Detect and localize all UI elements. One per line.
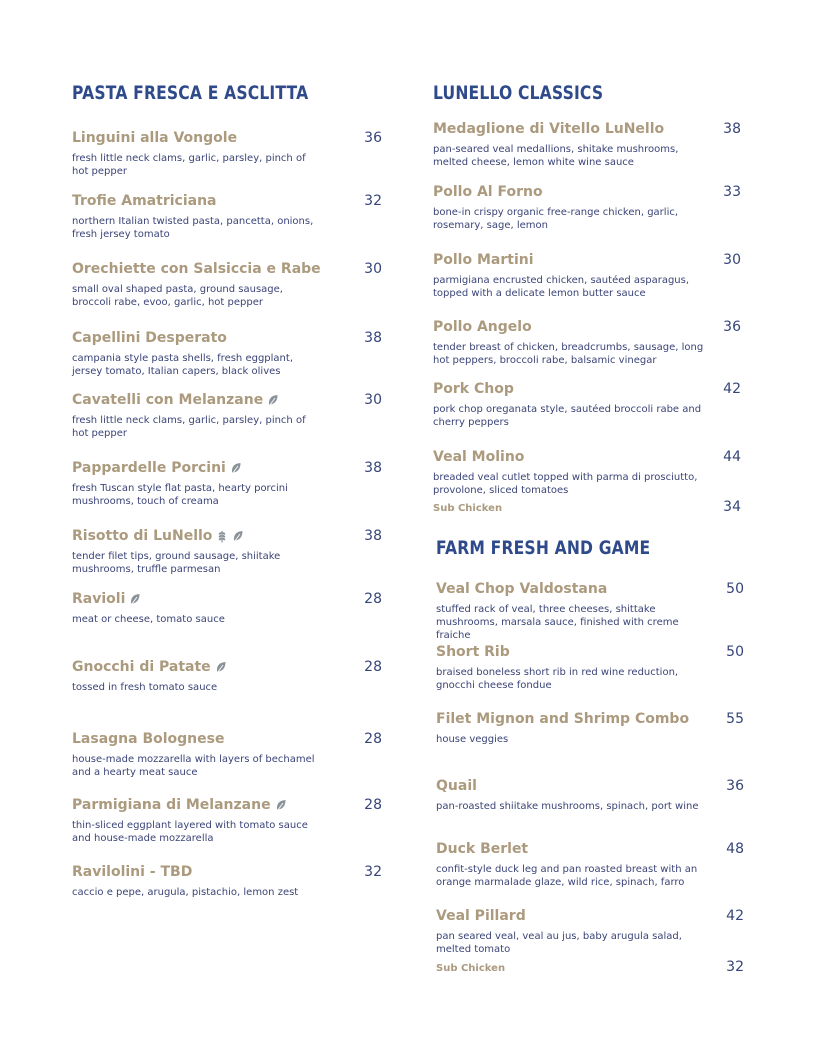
item-price: 38 (364, 528, 382, 544)
item-description: tender breast of chicken, breadcrumbs, sausage, long hot peppers, broccoli rabe, balsamic vinegar (433, 342, 704, 366)
item-price: 38 (364, 330, 382, 346)
item-price: 36 (723, 319, 741, 335)
sub-chicken-price: 34 (723, 499, 741, 515)
item-description: house-made mozzarella with layers of bechamel and a hearty meat sauce (72, 754, 315, 778)
leaf-icon (230, 462, 242, 475)
item-name: Medaglione di Vitello LuNello (433, 121, 665, 137)
item-name: Filet Mignon and Shrimp Combo (436, 711, 690, 727)
item-name: Lasagna Bolognese (72, 731, 225, 747)
item-description: parmigiana encrusted chicken, sautéed asparagus, topped with a delicate lemon butter sauce (433, 275, 690, 299)
item-description: tossed in fresh tomato sauce (72, 682, 218, 693)
item-description: fresh Tuscan style flat pasta, hearty porcini mushrooms, touch of creama (72, 483, 288, 507)
item-price: 50 (726, 581, 744, 597)
item-description: fresh little neck clams, garlic, parsley, pinch of hot pepper (72, 153, 306, 177)
item-name: Linguini alla Vongole (72, 130, 238, 146)
item-price: 30 (364, 392, 382, 408)
item-description: pan-roasted shiitake mushrooms, spinach, port wine (436, 801, 699, 812)
item-description: stuffed rack of veal, three cheeses, shittake mushrooms, marsala sauce, finished with creme fraiche (436, 604, 679, 641)
item-name: Pappardelle Porcini (72, 460, 226, 476)
item-name: Quail (436, 778, 477, 794)
item-price: 28 (364, 731, 382, 747)
leaf-icon (215, 661, 227, 674)
leaf-icon (275, 799, 287, 812)
item-name: Capellini Desperato (72, 330, 227, 346)
item-description: tender filet tips, ground sausage, shiitake mushrooms, truffle parmesan (72, 551, 281, 575)
leaf-icon (129, 593, 141, 606)
item-price: 28 (364, 591, 382, 607)
item-name: Risotto di LuNello (72, 528, 213, 544)
item-price: 30 (723, 252, 741, 268)
item-name: Ravioli (72, 591, 126, 607)
farm-section-title: FARM FRESH AND GAME (436, 537, 651, 559)
pasta-column (72, 0, 382, 1056)
item-name: Duck Berlet (436, 841, 529, 857)
item-description: thin-sliced eggplant layered with tomato sauce and house-made mozzarella (72, 820, 308, 844)
item-name: Veal Molino (433, 449, 525, 465)
item-name: Veal Pillard (436, 908, 526, 924)
item-name: Orechiette con Salsiccia e Rabe (72, 261, 321, 277)
item-price: 30 (364, 261, 382, 277)
item-name: Pork Chop (433, 381, 514, 397)
item-description: small oval shaped pasta, ground sausage, broccoli rabe, evoo, garlic, hot pepper (72, 284, 283, 308)
item-name: Pollo Al Forno (433, 184, 543, 200)
item-price: 36 (726, 778, 744, 794)
leaf-icon (267, 394, 279, 407)
item-price: 32 (364, 193, 382, 209)
item-name: Pollo Angelo (433, 319, 532, 335)
pasta-section-title: PASTA FRESCA E ASCLITTA (72, 82, 309, 104)
item-description: bone-in crispy organic free-range chicken, garlic, rosemary, sage, lemon (433, 207, 679, 231)
item-price: 28 (364, 659, 382, 675)
item-description: braised boneless short rib in red wine reduction, gnocchi cheese fondue (436, 667, 679, 691)
item-description: meat or cheese, tomato sauce (72, 614, 225, 625)
item-price: 55 (726, 711, 744, 727)
item-price: 38 (723, 121, 741, 137)
right-column (433, 0, 745, 1056)
item-name: Cavatelli con Melanzane (72, 392, 264, 408)
leaf-icon (232, 530, 244, 543)
item-description: fresh little neck clams, garlic, parsley, pinch of hot pepper (72, 415, 306, 439)
item-price: 44 (723, 449, 741, 465)
item-price: 50 (726, 644, 744, 660)
item-price: 42 (723, 381, 741, 397)
item-price: 32 (364, 864, 382, 880)
sub-chicken-label: Sub Chicken (433, 503, 503, 514)
item-price: 38 (364, 460, 382, 476)
sub-chicken-label: Sub Chicken (436, 963, 506, 974)
item-description: pan-seared veal medallions, shitake mushrooms, melted cheese, lemon white wine sauce (433, 144, 679, 168)
wheat-icon (216, 530, 228, 543)
item-description: northern Italian twisted pasta, pancetta, onions, fresh jersey tomato (72, 216, 314, 240)
item-price: 42 (726, 908, 744, 924)
item-price: 33 (723, 184, 741, 200)
item-name: Short Rib (436, 644, 510, 660)
item-description: campania style pasta shells, fresh eggplant, jersey tomato, Italian capers, black olives (72, 353, 293, 377)
sub-chicken-price: 32 (726, 959, 744, 975)
item-description: pork chop oreganata style, sautéed broccoli rabe and cherry peppers (433, 404, 702, 428)
item-name: Ravilolini - TBD (72, 864, 193, 880)
item-name: Veal Chop Valdostana (436, 581, 608, 597)
item-description: confit-style duck leg and pan roasted breast with an orange marmalade glaze, wild rice, spinach, farro (436, 864, 698, 888)
item-description: pan seared veal, veal au jus, baby arugula salad, melted tomato (436, 931, 682, 955)
item-name: Trofie Amatriciana (72, 193, 217, 209)
item-name: Gnocchi di Patate (72, 659, 211, 675)
item-description: breaded veal cutlet topped with parma di prosciutto, provolone, sliced tomatoes (433, 472, 698, 496)
item-price: 28 (364, 797, 382, 813)
item-price: 36 (364, 130, 382, 146)
item-description: caccio e pepe, arugula, pistachio, lemon zest (72, 887, 299, 898)
item-name: Pollo Martini (433, 252, 534, 268)
classics-section-title: LUNELLO CLASSICS (433, 82, 604, 104)
item-description: house veggies (436, 734, 509, 745)
item-name: Parmigiana di Melanzane (72, 797, 271, 813)
item-price: 48 (726, 841, 744, 857)
